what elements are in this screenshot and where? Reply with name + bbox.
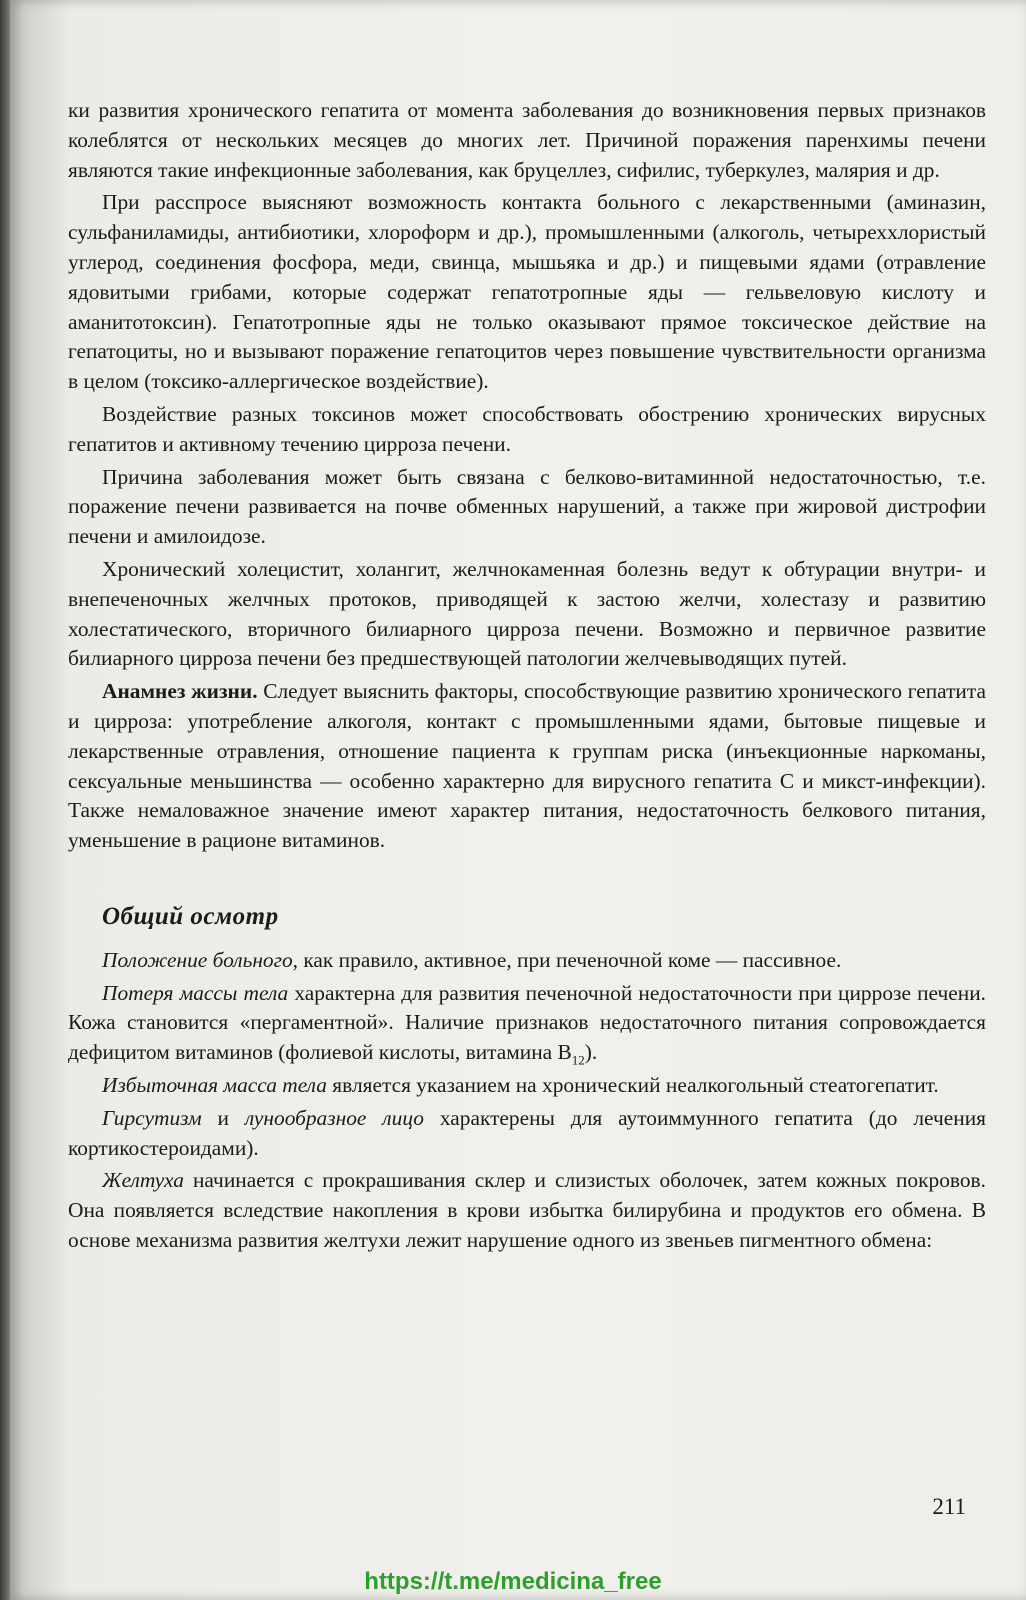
vitamin-subscript: 12 (571, 1052, 585, 1068)
exam-term: Избыточная масса тела (102, 1072, 327, 1097)
paragraph-3: Воздействие разных токсинов может способствовать обострению хронических вирусных гепатитов и активному течению цирроза печени. (68, 401, 986, 456)
anamnesis-term: Анамнез жизни. (102, 679, 258, 704)
exam-text: начинается с прокрашивания склер и слизистых оболочек, затем кожных покровов. Она появляется вследствие накопления в крови избытка билирубина и продуктов его обмена. В основе механизма развития желтухи лежит нарушение одного из звеньев пигментного обмена: (68, 1168, 986, 1252)
telegram-link[interactable]: https://t.me/medicina_free (364, 1568, 662, 1595)
book-page (10, 0, 1026, 1600)
paragraph-5: Хронический холецистит, холангит, желчнокаменная болезнь ведут к обтурации внутри- и внепеченочных желчных протоков, приводящей к застою желчи, холестазу и развитию холестатического, вторичного билиарного цирроза печени. Возможно и первичное развитие билиарного цирроза печени без предшествующей патологии желчевыводящих путей. (68, 556, 986, 671)
paragraph-4: Причина заболевания может быть связана с белково-витаминной недостаточностью, т.е. поражение печени развивается на почве обменных нарушений, а также при жировой дистрофии печени и амилоидозе. (68, 464, 986, 549)
anamnesis-text: Следует выяснить факторы, способствующие развитию хронического гепатита и цирроза: употребление алкоголя, контакт с промышленными ядами, бытовые пищевые и лекарственные отравления, отношение пациента к группам риска (инъекционные наркоманы, сексуальные меньшинства — особенно характерно для вирусного гепатита С и микст-инфекции). Также немаловажное значение имеют характер питания, недостаточность белкового питания, уменьшение в рационе витаминов. (68, 679, 986, 853)
exam-term: Желтуха (102, 1168, 184, 1193)
exam-jaundice (68, 1166, 986, 1255)
page-text (68, 96, 986, 1256)
exam-conjunction: и (201, 1105, 245, 1130)
exam-position (68, 946, 986, 976)
paragraph-2: При расспросе выясняют возможность контакта больного с лекарственными (аминазин, сульфаниламиды, антибиотики, хлороформ и др.), промышленными (алкоголь, четыреххлористый углерод, соединения фосфора, меди, свинца, мышьяка и др.) и пищевыми ядами (отравление ядовитыми грибами, которые содержат гепатотропные яды — гельвеловую кислоту и аманитотоксин). Гепатотропные яды не только оказывают прямое токсическое действие на гепатоциты, но и вызывают поражение гепатоцитов через повышение чувствительности организма в целом (токсико-аллергическое воздействие). (68, 190, 986, 394)
page-number: 211 (932, 1494, 966, 1519)
exam-hirsutism (68, 1104, 986, 1164)
exam-text: , как правило, активное, при печеночной коме — пассивное. (292, 947, 842, 972)
section-heading: Общий осмотр (102, 902, 279, 930)
exam-term: лунообразное лицо (244, 1105, 424, 1130)
paragraph-1: ки развития хронического гепатита от момента заболевания до возникновения первых признаков колеблятся от нескольких месяцев до многих лет. Причиной поражения паренхимы печени являются такие инфекционные заболевания, как бруцеллез, сифилис, туберкулез, малярия и др. (68, 98, 986, 182)
exam-text: характерены для аутоиммунного гепатита (до лечения кортикостероидами). (68, 1105, 986, 1160)
exam-weight-loss (68, 979, 986, 1068)
paragraph-anamnesis (68, 677, 986, 856)
exam-text: является указанием на хронический неалкогольный стеатогепатит. (326, 1072, 939, 1097)
exam-term: Положение больного (102, 947, 293, 972)
vitamin-tail: ). (584, 1040, 598, 1065)
exam-term: Гирсутизм (102, 1105, 202, 1130)
exam-term: Потеря массы тела (102, 980, 289, 1005)
exam-excess-weight (68, 1071, 986, 1101)
exam-text: характерна для развития печеночной недостаточности при циррозе печени. Кожа становится «пергаментной». Наличие признаков недостаточного питания сопровождается дефицитом витаминов (фолиевой кислоты, витамина B (68, 980, 986, 1065)
